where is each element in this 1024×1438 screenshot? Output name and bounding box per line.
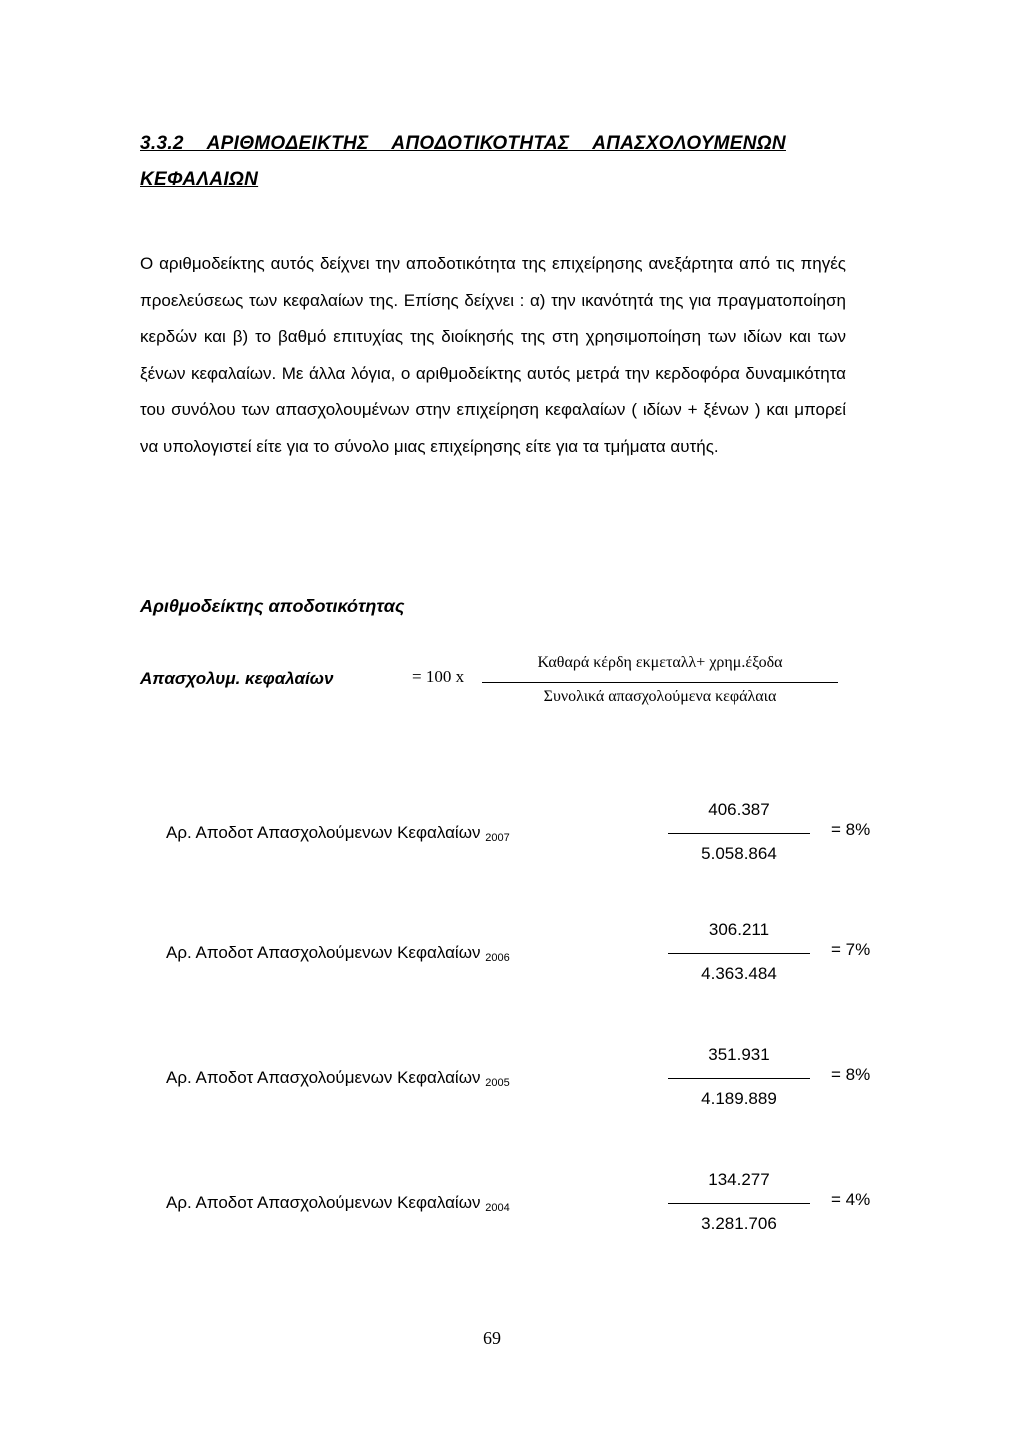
ratio-label: Αρ. Αποδοτ Απασχολούμενων Κεφαλαίων $_{2005}$	[166, 1068, 510, 1089]
formula-label: Απασχολυμ. κεφαλαίων	[140, 669, 334, 688]
ratio-numerator: 406.387	[708, 800, 770, 819]
ratio-row-2005	[0, 1045, 1024, 1115]
ratio-row-2006	[0, 920, 1024, 990]
ratio-year: 2007	[485, 832, 510, 844]
ratio-fraction-bar	[668, 953, 810, 954]
ratio-denominator: 4.189.889	[701, 1089, 777, 1108]
ratio-result: = 4%	[831, 1190, 871, 1209]
ratio-row-2007	[0, 800, 1024, 870]
ratio-year: 2004	[485, 1202, 510, 1214]
ratio-numerator: 351.931	[708, 1045, 770, 1064]
ratio-subtitle: Αριθμοδείκτης αποδοτικότητας	[140, 596, 405, 616]
ratio-result: = 7%	[831, 940, 871, 959]
formula-fraction-bar	[482, 682, 838, 683]
ratio-fraction-bar	[668, 1203, 810, 1204]
formula-multiplier: = 100 x	[412, 667, 465, 686]
ratio-result: = 8%	[831, 1065, 871, 1084]
ratio-numerator: 306.211	[708, 920, 770, 939]
ratio-denominator: 4.363.484	[701, 964, 777, 983]
ratio-label: Αρ. Αποδοτ Απασχολούμενων Κεφαλαίων $_{2007}$	[166, 823, 510, 844]
ratio-year: 2006	[485, 952, 510, 964]
body-paragraph: Ο αριθμοδείκτης αυτός δείχνει την αποδοτικότητα της επιχείρησης ανεξάρτητα από τις πηγές προελεύσεως των κεφαλαίων της. Επίσης δείχνει : α) την ικανότητά της για πραγματοποίηση κερδών και β) το βαθμό επιτυχίας της διοίκησής της στη χρησιμοποίηση των ιδίων και των ξένων κεφαλαίων. Με άλλα λόγια, ο αριθμοδείκτης αυτός μετρά την κερδοφόρα δυναμικότητα του συνόλου των απασχολουμένων στην επιχείρηση κεφαλαίων ( ιδίων + ξένων ) και μπορεί να υπολογιστεί είτε για το σύνολο μιας επιχείρησης είτε για τα τμήματα αυτής.	[140, 254, 846, 456]
ratio-denominator: 3.281.706	[701, 1214, 777, 1233]
ratio-result: = 8%	[831, 820, 871, 839]
ratio-fraction-bar	[668, 833, 810, 834]
ratio-label: Αρ. Αποδοτ Απασχολούμενων Κεφαλαίων $_{2006}$	[166, 943, 510, 964]
page-number: 69	[483, 1328, 501, 1348]
ratio-year: 2005	[485, 1077, 510, 1089]
ratio-row-2004	[0, 1170, 1024, 1240]
formula-numerator: Καθαρά κέρδη εκμεταλλ+ χρημ.έξοδα	[537, 654, 783, 671]
section-heading: 3.3.2 ΑΡΙΘΜΟΔΕΙΚΤΗΣ ΑΠΟΔΟΤΙΚΟΤΗΤΑΣ ΑΠΑΣΧΟΛΟΥΜΕΝΩΝ ΚΕΦΑΛΑΙΩΝ	[140, 133, 786, 190]
ratio-denominator: 5.058.864	[701, 844, 777, 863]
ratio-numerator: 134.277	[708, 1170, 770, 1189]
ratio-fraction-bar	[668, 1078, 810, 1079]
ratio-label: Αρ. Αποδοτ Απασχολούμενων Κεφαλαίων $_{2004}$	[166, 1193, 510, 1214]
formula-denominator: Συνολικά απασχολούμενα κεφάλαια	[543, 688, 777, 705]
